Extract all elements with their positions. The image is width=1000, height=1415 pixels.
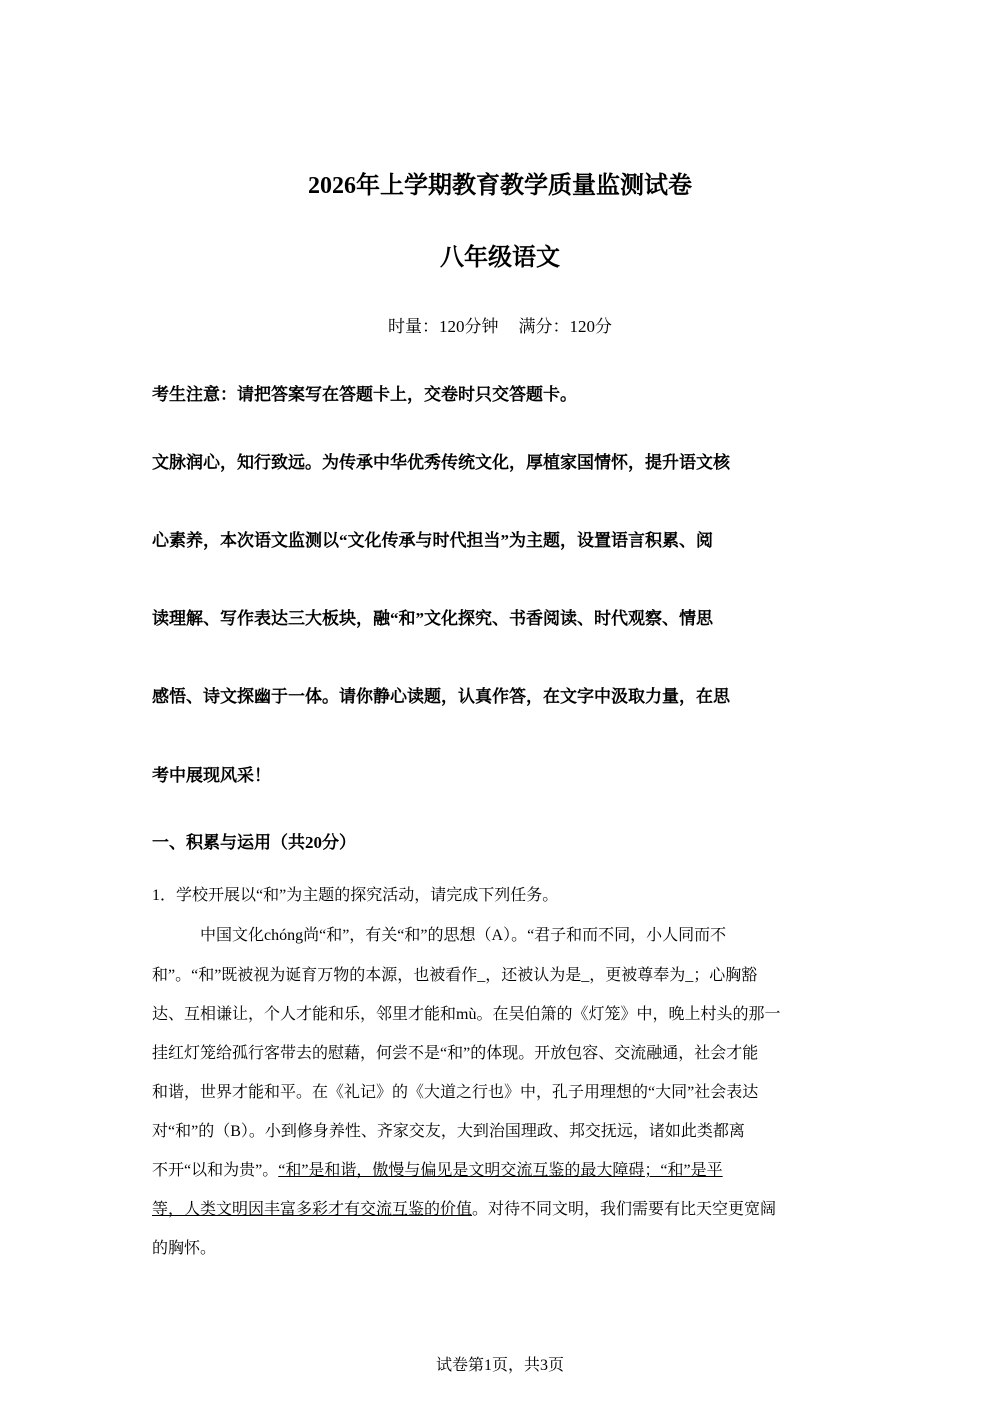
- intro-line-3: 读理解、写作表达三大板块，融“和”文化探究、书香阅读、时代观察、情思: [152, 609, 713, 628]
- intro-line-2: 心素养，本次语文监测以“文化传承与时代担当”为主题，设置语言积累、阅: [152, 531, 713, 550]
- underlined-sentence-part-2: 等，人类文明因丰富多彩才有交流互鉴的价值: [152, 1201, 473, 1218]
- passage-line-7: [152, 1159, 723, 1183]
- exam-full-score: 满分：120分: [518, 317, 612, 336]
- exam-time-score: [0, 314, 1000, 340]
- intro-line-4: 感悟、诗文探幽于一体。请你静心读题，认真作答，在文字中汲取力量，在思: [152, 687, 730, 706]
- passage-line-9: 的胸怀。: [152, 1240, 217, 1257]
- exam-duration: 时量：120分钟: [388, 317, 499, 336]
- passage-line-2: 和”。“和”既被视为诞育万物的本源，也被看作_，还被认为是_，更被尊奉为_；心胸豁: [152, 967, 758, 984]
- exam-title: 2026年上学期教育教学质量监测试卷: [308, 173, 692, 199]
- intro-line-5: 考中展现风采！: [152, 766, 271, 785]
- passage-line-7-plain: 不开“以和为贵”。: [152, 1162, 279, 1179]
- exam-subject: 八年级语文: [440, 245, 560, 271]
- passage-line-8-plain: 。对待不同文明，我们需要有比天空更宽阔: [472, 1201, 777, 1218]
- passage-line-4: 挂红灯笼给孤行客带去的慰藉，何尝不是“和”的体现。开放包容、交流融通，社会才能: [152, 1045, 759, 1062]
- underlined-sentence-part-1: “和”是和谐，傲慢与偏见是文明交流互鉴的最大障碍；“和”是平: [278, 1162, 723, 1179]
- section-heading: 一、积累与运用（共20分）: [152, 833, 356, 852]
- passage-line-5: 和谐，世界才能和平。在《礼记》的《大道之行也》中，孔子用理想的“大同”社会表达: [152, 1084, 759, 1101]
- page-footer: 试卷第1页，共3页: [435, 1357, 564, 1374]
- candidate-notice: 考生注意：请把答案写在答题卡上，交卷时只交答题卡。: [152, 385, 577, 404]
- passage-line-6: 对“和”的（B）。小到修身养性、齐家交友，大到治国理政、邦交抚远，诸如此类都离: [152, 1123, 745, 1140]
- passage-line-8: [152, 1198, 776, 1222]
- passage-line-1: 中国文化chóng尚“和”，有关“和”的思想（A）。“君子和而不同，小人同而不: [200, 927, 727, 944]
- passage-line-3: 达、互相谦让，个人才能和乐，邻里才能和mù。在吴伯箫的《灯笼》中，晚上村头的那一: [152, 1006, 781, 1023]
- question-1-stem: 1．学校开展以“和”为主题的探究活动，请完成下列任务。: [152, 887, 559, 904]
- intro-line-1: 文脉润心，知行致远。为传承中华优秀传统文化，厚植家国情怀，提升语文核: [152, 453, 730, 472]
